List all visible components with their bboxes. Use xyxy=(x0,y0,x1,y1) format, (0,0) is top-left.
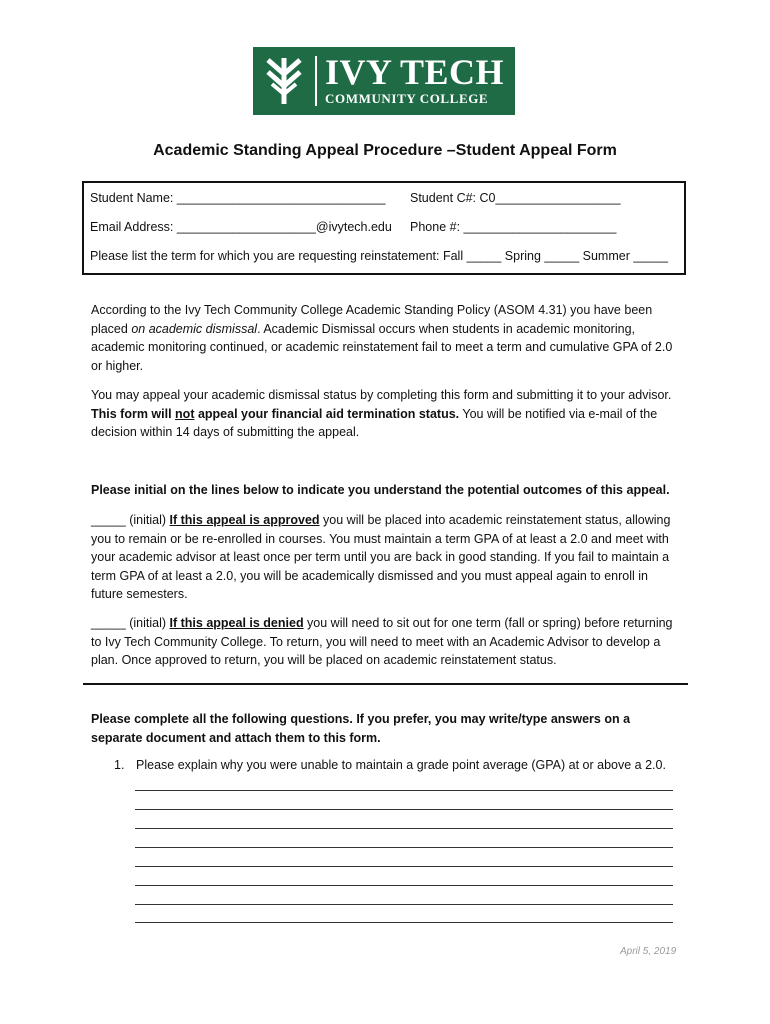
intro-paragraph-1 xyxy=(91,301,681,375)
denied-paragraph xyxy=(91,614,681,670)
intro-p2-bold-a: This form will xyxy=(91,406,176,421)
form-title: Academic Standing Appeal Procedure –Student Appeal Form xyxy=(153,142,617,159)
intro-p1-a: According to the Ivy Tech Community College Academic Standing Policy (ASOM 4.31) you have been placed xyxy=(91,303,653,336)
approved-initial-line[interactable]: _____ (initial) xyxy=(91,513,170,527)
answer-line[interactable] xyxy=(135,904,673,905)
email-field[interactable]: Email Address: ____________________@ivytech.edu xyxy=(90,220,392,234)
footer-date: April 5, 2019 xyxy=(620,946,677,957)
phone-field[interactable]: Phone #: ______________________ xyxy=(410,220,617,234)
answer-line[interactable] xyxy=(135,809,673,810)
answer-line[interactable] xyxy=(135,847,673,848)
college-logo xyxy=(253,47,515,115)
outcomes-heading: Please initial on the lines below to indicate you understand the potential outcomes of this appeal. xyxy=(91,483,670,497)
questions-heading: Please complete all the following questions. If you prefer, you may write/type answers on a separate document and attach them to this form. xyxy=(91,712,631,745)
denied-text: you will need to sit out for one term (fall or spring) before returning to Ivy Tech Community College. To return, you will need to meet with an Academic Advisor to develop a plan. Once approved to return, you will be placed on academic reinstatement status. xyxy=(91,616,673,667)
logo-divider xyxy=(315,56,317,106)
logo-wordmark xyxy=(325,52,505,107)
question-1 xyxy=(114,758,666,772)
intro-p2-b: You will be notified via e-mail of the decision within 14 days of submitting the appeal. xyxy=(91,406,658,439)
term-field[interactable]: Please list the term for which you are requesting reinstatement: Fall _____ Spring _____ Summer _____ xyxy=(90,249,669,263)
intro-p1-em: on academic dismissal xyxy=(131,321,258,336)
intro-p2-a: You may appeal your academic dismissal status by completing this form and submitting it to your advisor. xyxy=(91,388,672,402)
denied-initial-line[interactable]: _____ (initial) xyxy=(91,616,170,630)
question-1-number: 1. xyxy=(114,758,125,772)
answer-line[interactable] xyxy=(135,922,673,923)
approved-paragraph xyxy=(91,511,681,604)
section-divider xyxy=(83,683,688,685)
logo-line2: COMMUNITY COLLEGE xyxy=(325,91,489,106)
answer-line[interactable] xyxy=(135,866,673,867)
question-1-text: Please explain why you were unable to maintain a grade point average (GPA) at or above a 2.0. xyxy=(136,758,666,772)
student-c-field[interactable]: Student C#: C0__________________ xyxy=(410,191,621,205)
logo-line1: IVY TECH xyxy=(325,52,505,92)
denied-label: If this appeal is denied xyxy=(169,616,304,630)
intro-p2-bold-b: appeal your financial aid termination status. xyxy=(194,406,460,421)
answer-line[interactable] xyxy=(135,828,673,829)
answer-line[interactable] xyxy=(135,790,673,791)
answer-line[interactable] xyxy=(135,885,673,886)
intro-paragraph-2 xyxy=(91,386,681,442)
intro-p1-b: . Academic Dismissal occurs when students in academic monitoring, academic monitoring continued, or academic reinstatement fail to meet a term and cumulative GPA of 2.0 or higher. xyxy=(91,321,673,373)
ivy-leaf-icon xyxy=(253,47,315,115)
intro-p2-bold-u: not xyxy=(175,406,195,421)
approved-label: If this appeal is approved xyxy=(169,513,320,527)
student-name-field[interactable]: Student Name: ______________________________ xyxy=(90,191,386,205)
approved-text: you will be placed into academic reinstatement status, allowing you to remain or be re-enrolled in courses. You must maintain a term GPA of at least a 2.0 and meet with your academic advisor at least once per term until you are back in good standing. If you fail to maintain a term GPA of at least a 2.0, you will be academically dismissed and you must appeal again to enroll in future semesters. xyxy=(91,513,671,601)
student-info-box xyxy=(82,181,686,275)
